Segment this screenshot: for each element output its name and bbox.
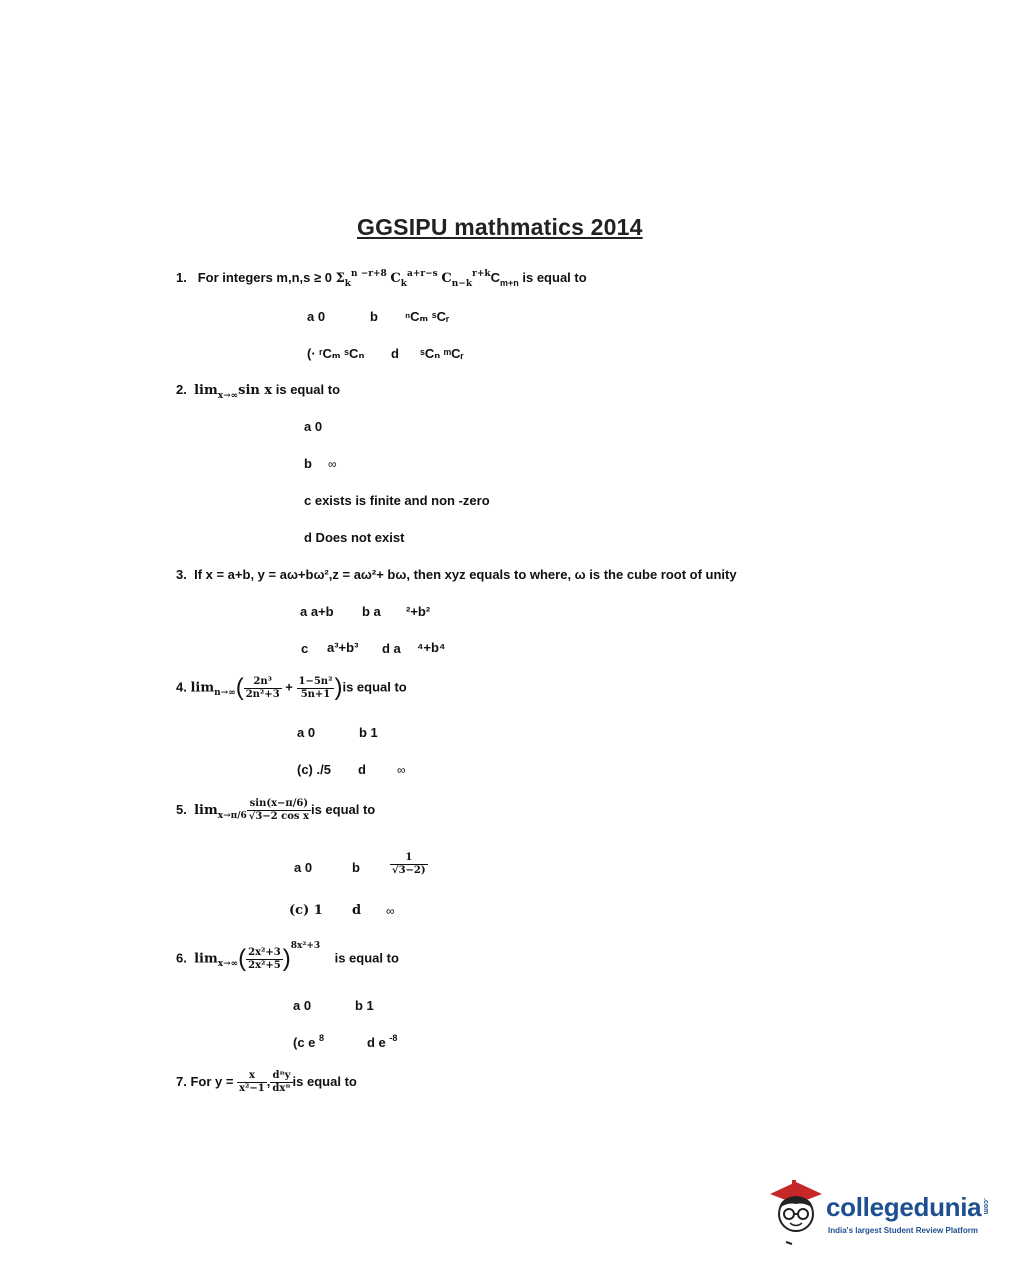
question-text-end: is equal to	[518, 270, 587, 285]
fraction-2-den: dxⁿ	[272, 1083, 291, 1094]
question-number: 4.	[176, 679, 187, 695]
binom-c1-sup: a+r−s	[407, 269, 438, 279]
option-b: b a	[362, 604, 381, 619]
question-text: For integers m,n,s ≥ 0	[197, 270, 336, 285]
mascot-icon	[766, 1176, 826, 1250]
page-title: GGSIPU mathmatics 2014	[357, 214, 643, 240]
option-c: (c) ./5	[297, 762, 331, 777]
limit-sub: x→∞	[217, 391, 239, 401]
option-b-fraction-num: 1	[390, 852, 428, 865]
question-number: 1.	[176, 270, 187, 285]
option-c: c exists is finite and non -zero	[304, 493, 490, 508]
open-paren: (	[235, 674, 244, 701]
fraction-1	[244, 676, 282, 701]
brand-domain: .com	[982, 1198, 989, 1215]
close-paren: )	[282, 945, 291, 972]
comma: ,	[266, 1073, 271, 1089]
question-3	[176, 567, 737, 582]
question-number: 6.	[176, 950, 187, 966]
question-text: If x = a+b, y = aω+bω²,z = aω²+ bω, then xyz equals to where, ω is the cube root of unity	[194, 567, 737, 582]
question-text: is equal to	[342, 679, 407, 695]
fraction-2-den: 5n+1	[300, 688, 331, 700]
sigma-sub: k	[344, 279, 352, 289]
option-b: b 1	[359, 725, 378, 740]
option-c	[293, 1035, 324, 1050]
limit-expression: sin x	[238, 383, 273, 398]
question-4	[176, 674, 407, 702]
sigma-symbol: Σ	[335, 271, 345, 286]
binom-c1-sub: k	[400, 279, 408, 289]
option-d-value: ∞	[386, 904, 395, 918]
fraction-den: 2x²+5	[248, 959, 281, 971]
option-a: a 0	[307, 309, 326, 324]
limit-sub: n→∞	[214, 688, 236, 699]
question-number: 2.	[176, 382, 187, 397]
option-c: c	[301, 641, 309, 656]
limit-operator: lim	[194, 951, 218, 967]
option-a: a 0	[294, 860, 313, 875]
option-b-fraction-den: √3−2)	[392, 865, 426, 876]
option-c-value: a³+b³	[327, 640, 359, 655]
question-text-end: is equal to	[292, 1073, 357, 1089]
question-text: For y =	[190, 1073, 238, 1089]
exponent: 8x²+3	[290, 941, 321, 952]
brand-name: collegedunia	[826, 1192, 982, 1222]
option-b-value: ∞	[328, 457, 337, 471]
collegedunia-logo	[766, 1176, 996, 1250]
option-d-value: ⁴+b⁴	[417, 640, 446, 655]
open-paren: (	[238, 945, 247, 972]
option-c-label: (c e	[293, 1035, 316, 1050]
fraction-1-num: 2n³	[244, 676, 282, 689]
question-6	[176, 941, 399, 973]
fraction-2-num: dⁿy	[270, 1070, 292, 1083]
option-d: d	[352, 903, 362, 918]
option-b-fraction	[390, 852, 428, 877]
question-2	[176, 382, 341, 401]
fraction-num: sin(x−π/6)	[247, 798, 311, 811]
question-1	[176, 269, 587, 289]
fraction-2	[270, 1070, 292, 1095]
binom-c2-sub: n−k	[451, 279, 473, 289]
fraction	[246, 947, 283, 972]
option-d-value: ˢCₙ ᵐCᵣ	[420, 346, 464, 361]
fraction-den: √3−2 cos x	[248, 811, 309, 822]
option-d: d a	[382, 641, 401, 656]
option-a: a 0	[297, 725, 316, 740]
option-c-sup: 8	[319, 1033, 325, 1043]
option-d	[367, 1035, 397, 1050]
limit-sub: x→∞	[217, 959, 239, 970]
fraction-1-den: x²−1	[239, 1083, 265, 1094]
option-c: (c) 1	[289, 903, 323, 918]
option-a: a a+b	[300, 604, 334, 619]
option-c: (· ʳCₘ ˢCₙ	[307, 346, 365, 361]
fraction-num: 2x²+3	[248, 946, 281, 958]
binom-c3-sub: m+n	[500, 278, 519, 288]
limit-operator: lim	[194, 383, 218, 398]
option-d: d Does not exist	[304, 530, 405, 545]
question-7	[176, 1070, 357, 1095]
question-text: is equal to	[272, 382, 341, 397]
option-b-value: ⁿCₘ ˢCᵣ	[405, 309, 450, 324]
option-d-value: ∞	[397, 763, 406, 777]
sigma-sup: n −r+8	[351, 269, 387, 279]
option-b: b	[352, 860, 360, 875]
option-a: a 0	[304, 419, 323, 434]
question-number: 3.	[176, 567, 187, 582]
option-d-label: d e	[367, 1035, 386, 1050]
plus-sign: +	[285, 679, 293, 695]
fraction	[247, 798, 311, 823]
binom-c1: C	[390, 271, 401, 286]
fraction-2	[297, 676, 335, 701]
limit-operator: lim	[190, 680, 215, 696]
option-b-value: ²+b²	[406, 604, 431, 619]
binom-c2: C	[441, 271, 452, 286]
close-paren: )	[334, 674, 343, 701]
brand-tagline: India's largest Student Review Platform	[828, 1226, 978, 1235]
option-d-sup: -8	[389, 1033, 398, 1043]
question-5	[176, 798, 375, 823]
limit-sub: x→π/6	[217, 810, 247, 821]
option-d: d	[391, 346, 399, 361]
fraction-1-den: 2n²+3	[245, 688, 280, 700]
option-b-value	[390, 852, 428, 877]
option-b: b	[370, 309, 378, 324]
fraction-1-num: x	[237, 1070, 267, 1083]
option-b: b 1	[355, 998, 374, 1013]
option-a: a 0	[293, 998, 312, 1013]
question-text: is equal to	[310, 801, 376, 817]
question-text: is equal to	[334, 950, 399, 966]
question-number: 5.	[176, 801, 187, 817]
fraction-1	[237, 1070, 267, 1095]
option-d: d	[358, 762, 366, 777]
binom-c3: C	[490, 270, 500, 285]
question-number: 7.	[176, 1073, 187, 1089]
limit-operator: lim	[194, 802, 218, 818]
binom-c2-sup: r+k	[472, 269, 491, 279]
option-b: b	[304, 456, 312, 471]
fraction-2-num: 1−5n²	[298, 675, 333, 687]
